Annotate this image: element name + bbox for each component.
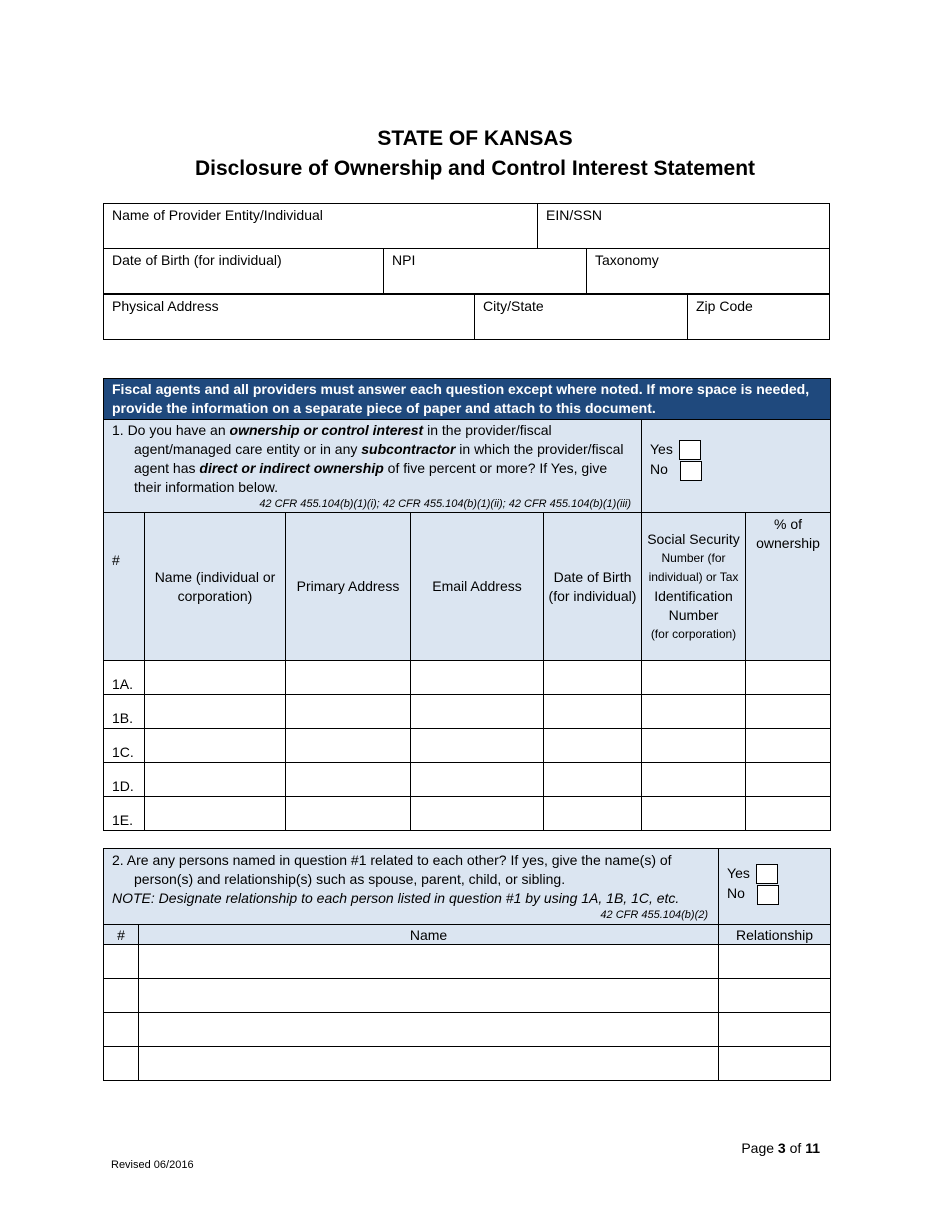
provider-name-label: Name of Provider Entity/Individual (112, 207, 323, 223)
page-number: Page 3 of 11 (741, 1140, 820, 1156)
ssn-cell[interactable] (642, 797, 746, 831)
email-cell[interactable] (411, 763, 544, 797)
relationship-table (103, 848, 831, 1081)
name-cell[interactable] (145, 695, 286, 729)
info-row-1 (103, 203, 830, 249)
relationship-cell[interactable] (719, 979, 831, 1013)
taxonomy-label: Taxonomy (595, 252, 659, 268)
email-cell[interactable] (411, 661, 544, 695)
hash-cell[interactable] (104, 1047, 139, 1081)
name-cell[interactable] (145, 729, 286, 763)
col-pct-header: % of ownership (746, 513, 831, 661)
no-label: No (727, 885, 745, 902)
table-row (104, 797, 831, 831)
zip-code-field[interactable] (687, 295, 829, 339)
col-hash-header: # (104, 513, 145, 661)
name-cell[interactable] (139, 1013, 719, 1047)
page-title: STATE OF KANSAS (377, 127, 573, 150)
info-row-3 (103, 294, 830, 340)
name-cell[interactable] (145, 661, 286, 695)
col-email-header: Email Address (411, 513, 544, 661)
name-cell[interactable] (145, 797, 286, 831)
row-label: 1E. (104, 797, 145, 831)
dob-field[interactable] (104, 249, 383, 293)
provider-name-field[interactable] (104, 204, 537, 248)
relationship-cell[interactable] (719, 1013, 831, 1047)
name-cell[interactable] (145, 763, 286, 797)
dob-cell[interactable] (544, 797, 642, 831)
col-name-header: Name (individual or corporation) (145, 513, 286, 661)
npi-field[interactable] (383, 249, 586, 293)
table-row (104, 763, 831, 797)
instructions-banner: Fiscal agents and all providers must answer each question except where noted. If more space is needed, provide the information on a separate piece of paper and attach to this document. (104, 379, 831, 420)
address-cell[interactable] (286, 797, 411, 831)
address-cell[interactable] (286, 729, 411, 763)
yes-label: Yes (650, 441, 673, 457)
table-row (104, 729, 831, 763)
ssn-cell[interactable] (642, 729, 746, 763)
row-label: 1D. (104, 763, 145, 797)
pct-cell[interactable] (746, 797, 831, 831)
ssn-cell[interactable] (642, 695, 746, 729)
question-1-answer (642, 420, 831, 513)
ssn-cell[interactable] (642, 661, 746, 695)
address-cell[interactable] (286, 661, 411, 695)
question-2-citation: 42 CFR 455.104(b)(2) (600, 909, 709, 921)
col-name-header: Name (139, 925, 719, 945)
dob-cell[interactable] (544, 661, 642, 695)
yes-label: Yes (727, 865, 750, 881)
ownership-table (103, 378, 831, 831)
yes-checkbox[interactable] (679, 440, 701, 460)
info-row-2 (103, 248, 830, 294)
no-checkbox[interactable] (757, 885, 779, 905)
pct-cell[interactable] (746, 763, 831, 797)
taxonomy-field[interactable] (586, 249, 829, 293)
ein-ssn-label: EIN/SSN (546, 207, 603, 223)
ein-ssn-field[interactable] (537, 204, 829, 248)
question-2-answer (719, 849, 831, 925)
col-relationship-header: Relationship (719, 925, 831, 945)
table-row (104, 979, 831, 1013)
city-state-field[interactable] (474, 295, 687, 339)
zip-code-label: Zip Code (696, 298, 753, 314)
revision-date: Revised 06/2016 (111, 1159, 194, 1171)
row-label: 1B. (104, 695, 145, 729)
dob-cell[interactable] (544, 695, 642, 729)
dob-label: Date of Birth (for individual) (112, 252, 282, 268)
relationship-cell[interactable] (719, 945, 831, 979)
row-label: 1A. (104, 661, 145, 695)
relationship-cell[interactable] (719, 1047, 831, 1081)
hash-cell[interactable] (104, 979, 139, 1013)
col-dob-header: Date of Birth (for individual) (544, 513, 642, 661)
npi-label: NPI (392, 252, 416, 268)
provider-info-block (103, 203, 830, 341)
no-label: No (650, 461, 668, 478)
pct-cell[interactable] (746, 729, 831, 763)
physical-address-label: Physical Address (112, 298, 219, 314)
question-1-text: 1. Do you have an ownership or control interest in the provider/fiscal agent/managed care entity or in any subcontractor in which the provider/fiscal agent has direct or indirect ownership of five percent or more? If Yes, give their information below. 42 CFR 455.104(b)(1)(i); 42 CFR 455.104(b)(1)(ii); 42 CFR 455.104(b)(1)(iii) (104, 420, 642, 513)
col-hash-header: # (104, 925, 139, 945)
pct-cell[interactable] (746, 661, 831, 695)
name-cell[interactable] (139, 1047, 719, 1081)
email-cell[interactable] (411, 695, 544, 729)
table-row (104, 695, 831, 729)
row-label: 1C. (104, 729, 145, 763)
no-checkbox[interactable] (680, 461, 702, 481)
name-cell[interactable] (139, 979, 719, 1013)
table-row (104, 1013, 831, 1047)
dob-cell[interactable] (544, 729, 642, 763)
question-1-citation: 42 CFR 455.104(b)(1)(i); 42 CFR 455.104(b)(1)(ii); 42 CFR 455.104(b)(1)(iii) (259, 498, 631, 510)
address-cell[interactable] (286, 763, 411, 797)
yes-checkbox[interactable] (756, 864, 778, 884)
ssn-cell[interactable] (642, 763, 746, 797)
table-row (104, 661, 831, 695)
email-cell[interactable] (411, 729, 544, 763)
hash-cell[interactable] (104, 945, 139, 979)
col-address-header: Primary Address (286, 513, 411, 661)
question-2-text: 2. Are any persons named in question #1 related to each other? If yes, give the name(s) of person(s) and relationship(s) such as spouse, parent, child, or sibling. NOTE: Designate relationship to each person listed in question #1 by using 1A, 1B, 1C, etc. 42 CFR 455.104(b)(2) (104, 849, 719, 925)
hash-cell[interactable] (104, 1013, 139, 1047)
col-ssn-header: Social Security Number (for individual) or Tax Identification Number (for corporation) (642, 513, 746, 661)
email-cell[interactable] (411, 797, 544, 831)
page-subtitle: Disclosure of Ownership and Control Interest Statement (194, 157, 756, 180)
physical-address-field[interactable] (104, 295, 474, 339)
address-cell[interactable] (286, 695, 411, 729)
table-row (104, 1047, 831, 1081)
dob-cell[interactable] (544, 763, 642, 797)
pct-cell[interactable] (746, 695, 831, 729)
city-state-label: City/State (483, 298, 544, 314)
table-row (104, 945, 831, 979)
name-cell[interactable] (139, 945, 719, 979)
